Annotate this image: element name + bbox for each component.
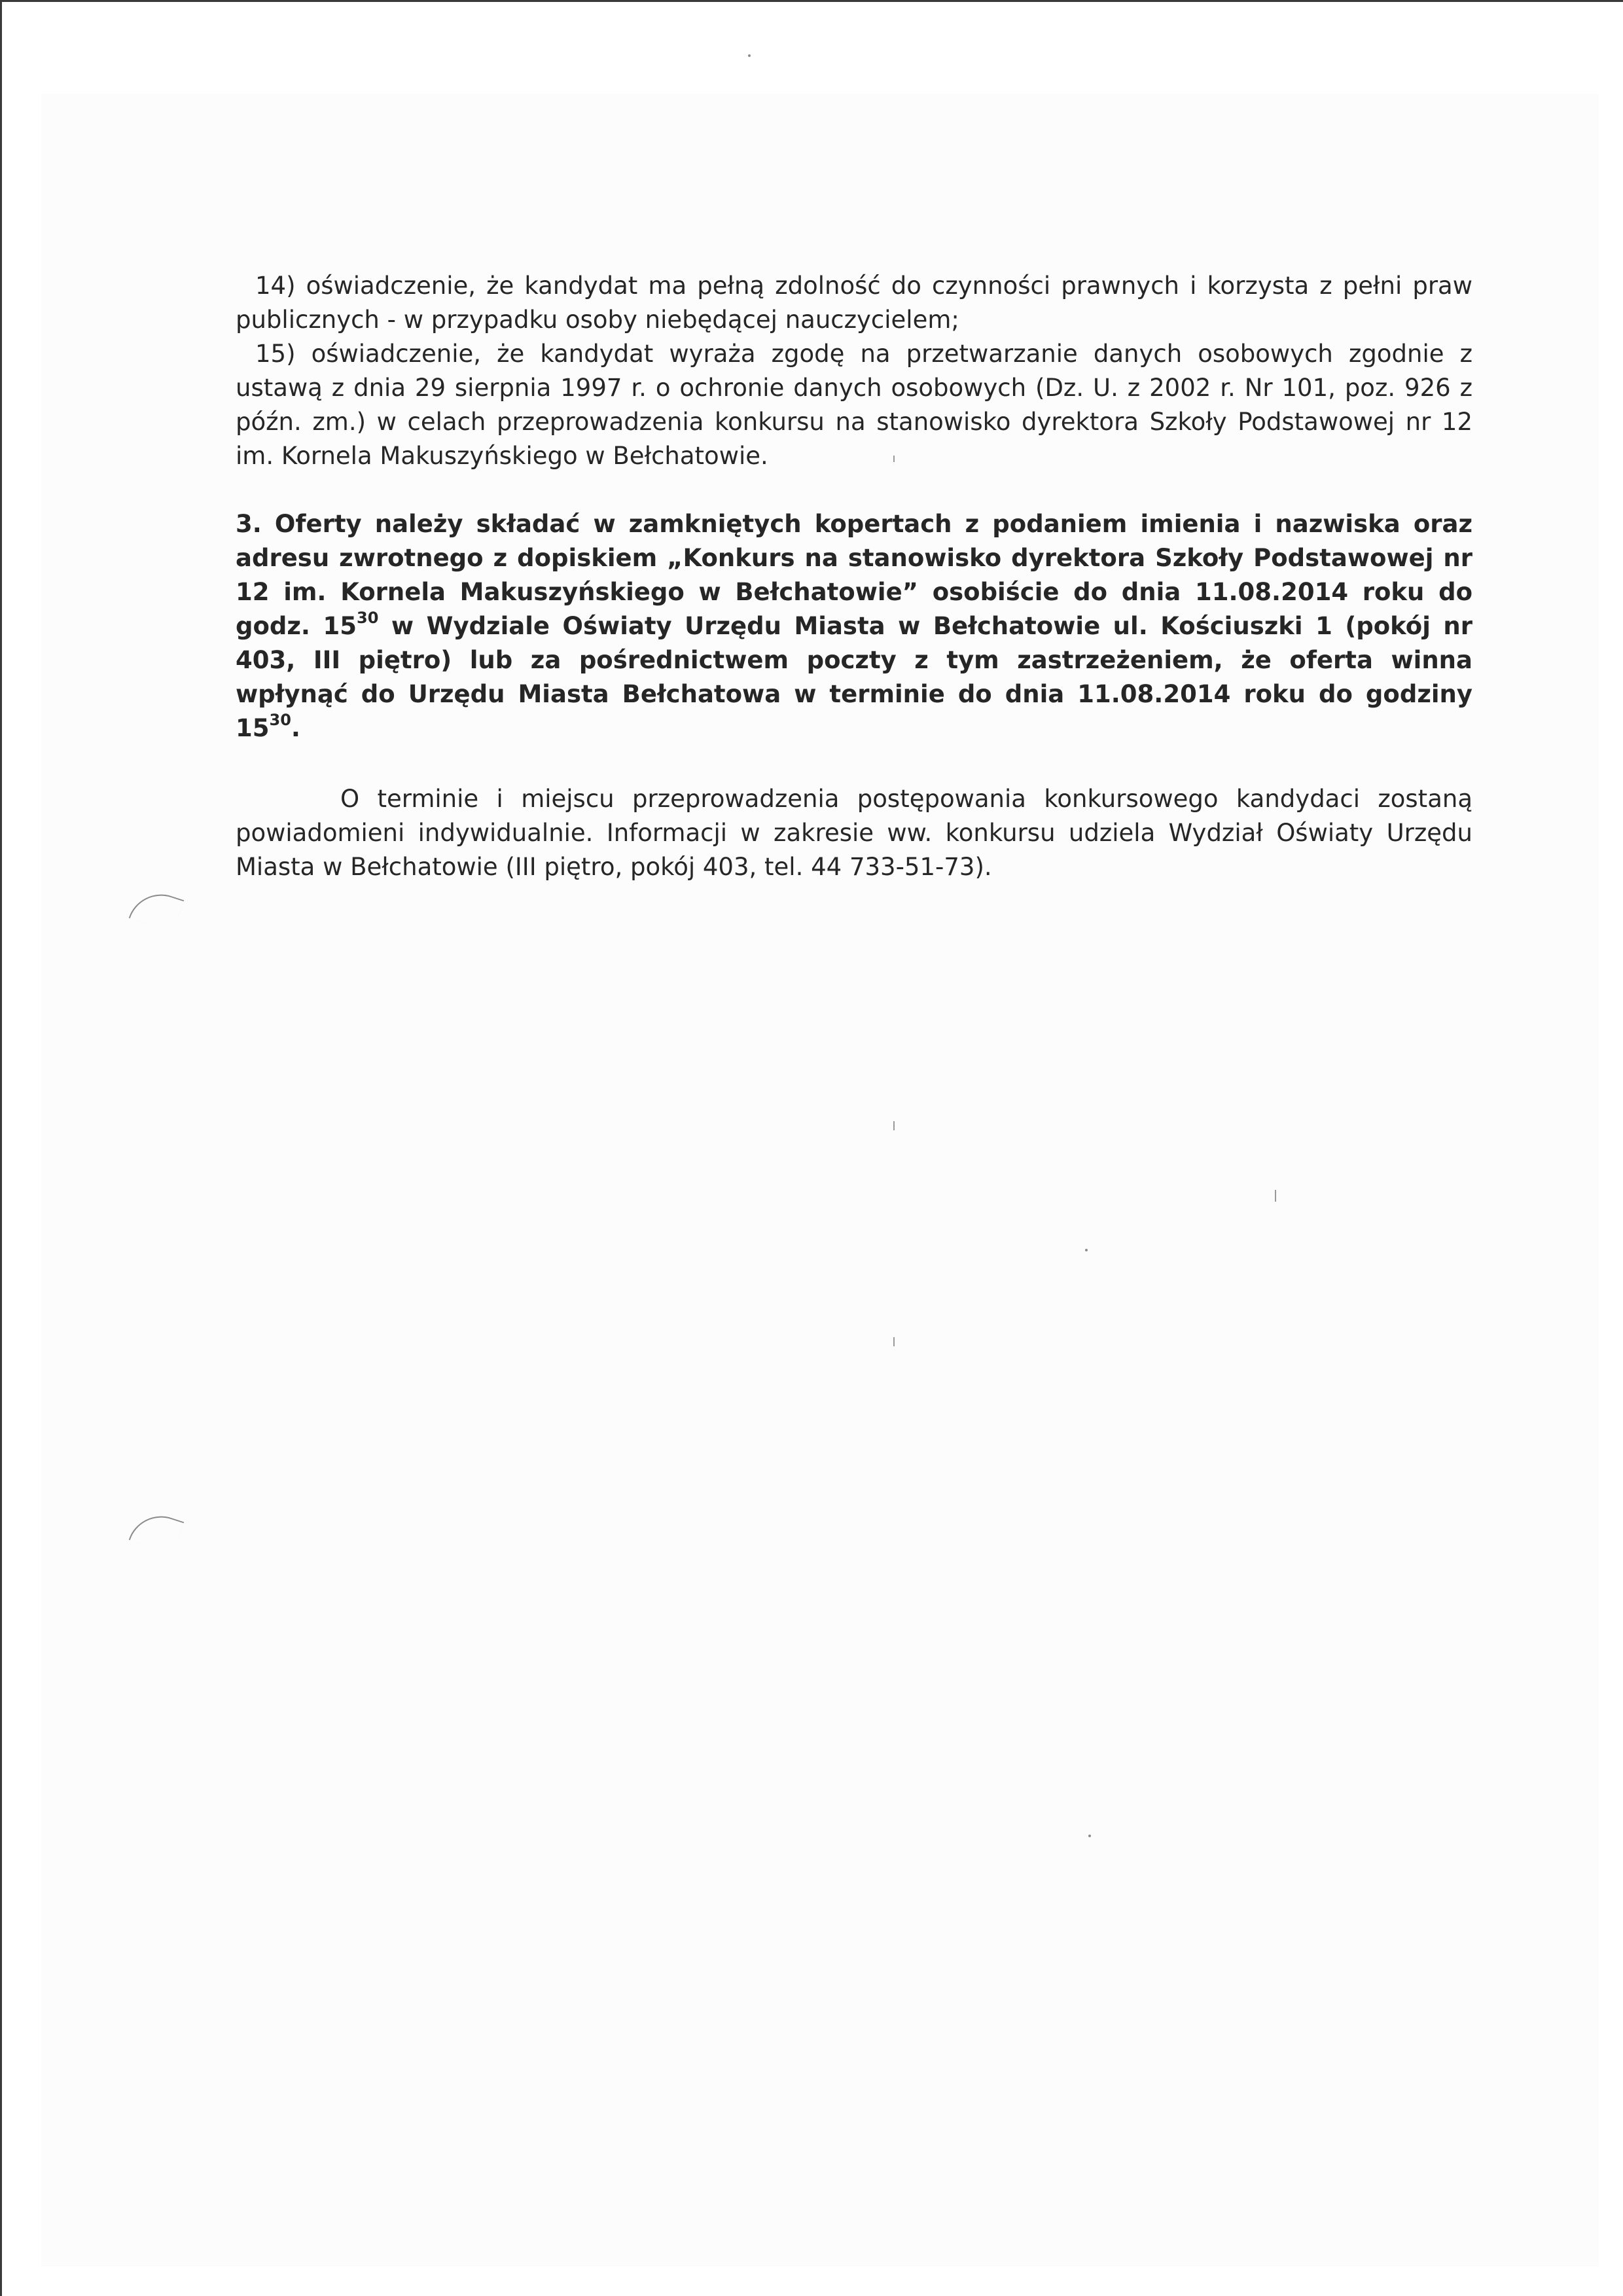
section-3-text bbox=[236, 507, 1472, 745]
scan-speck bbox=[748, 54, 751, 57]
scan-speck bbox=[1085, 1249, 1088, 1251]
scan-speck bbox=[1088, 1835, 1091, 1837]
item-15-text: 15) oświadczenie, że kandydat wyraża zgodę na przetwarzanie danych osobowych zgodnie z ustawą z dnia 29 sierpnia 1997 r. o ochronie danych osobowych (Dz. U. z 2002 r. Nr 101, poz. 926 z późn. zm.) w celach przeprowadzenia konkursu na stanowisko dyrektora Szkoły Podstawowej nr 12 im. Kornela Makuszyńskiego w Bełchatowie. bbox=[236, 340, 1472, 470]
scan-mark bbox=[893, 1337, 895, 1346]
scan-mark bbox=[1275, 1190, 1276, 1202]
time-superscript-2: 30 bbox=[269, 710, 291, 729]
time-superscript-1: 30 bbox=[357, 608, 379, 627]
section-3-part-1: 3. Oferty należy składać w zamkniętych kopertach z podaniem imienia i nazwiska oraz adresu zwrotnego z dopiskiem „Konkurs na stanowisko dyrektora Szkoły Podstawowej nr 12 im. Kornela Makuszyńskiego w Bełchatowie” osobiście do dnia 11.08.2014 roku do godz. 15 bbox=[236, 510, 1472, 640]
document-body bbox=[236, 269, 1472, 884]
closing-paragraph: O terminie i miejscu przeprowadzenia postępowania konkursowego kandydaci zostaną powiadomieni indywidualnie. Informacji w zakresie ww. konkursu udziela Wydział Oświaty Urzędu Miasta w Bełchatowie (III piętro, pokój 403, tel. 44 733-51-73). bbox=[236, 785, 1472, 881]
item-14-text: 14) oświadczenie, że kandydat ma pełną zdolność do czynności prawnych i korzysta z pełni praw publicznych - w przypadku osoby niebędącej nauczycielem; bbox=[236, 272, 1472, 334]
section-3-part-2: w Wydziale Oświaty Urzędu Miasta w Bełchatowie ul. Kościuszki 1 (pokój nr 403, III piętro) lub za pośrednictwem poczty z tym zastrzeżeniem, że oferta winna wpłynąć do Urzędu Miasta Bełchatowa w terminie do dnia 11.08.2014 roku do godziny 15 bbox=[236, 612, 1472, 742]
scan-mark bbox=[893, 1121, 895, 1130]
section-3-end: . bbox=[291, 714, 300, 742]
